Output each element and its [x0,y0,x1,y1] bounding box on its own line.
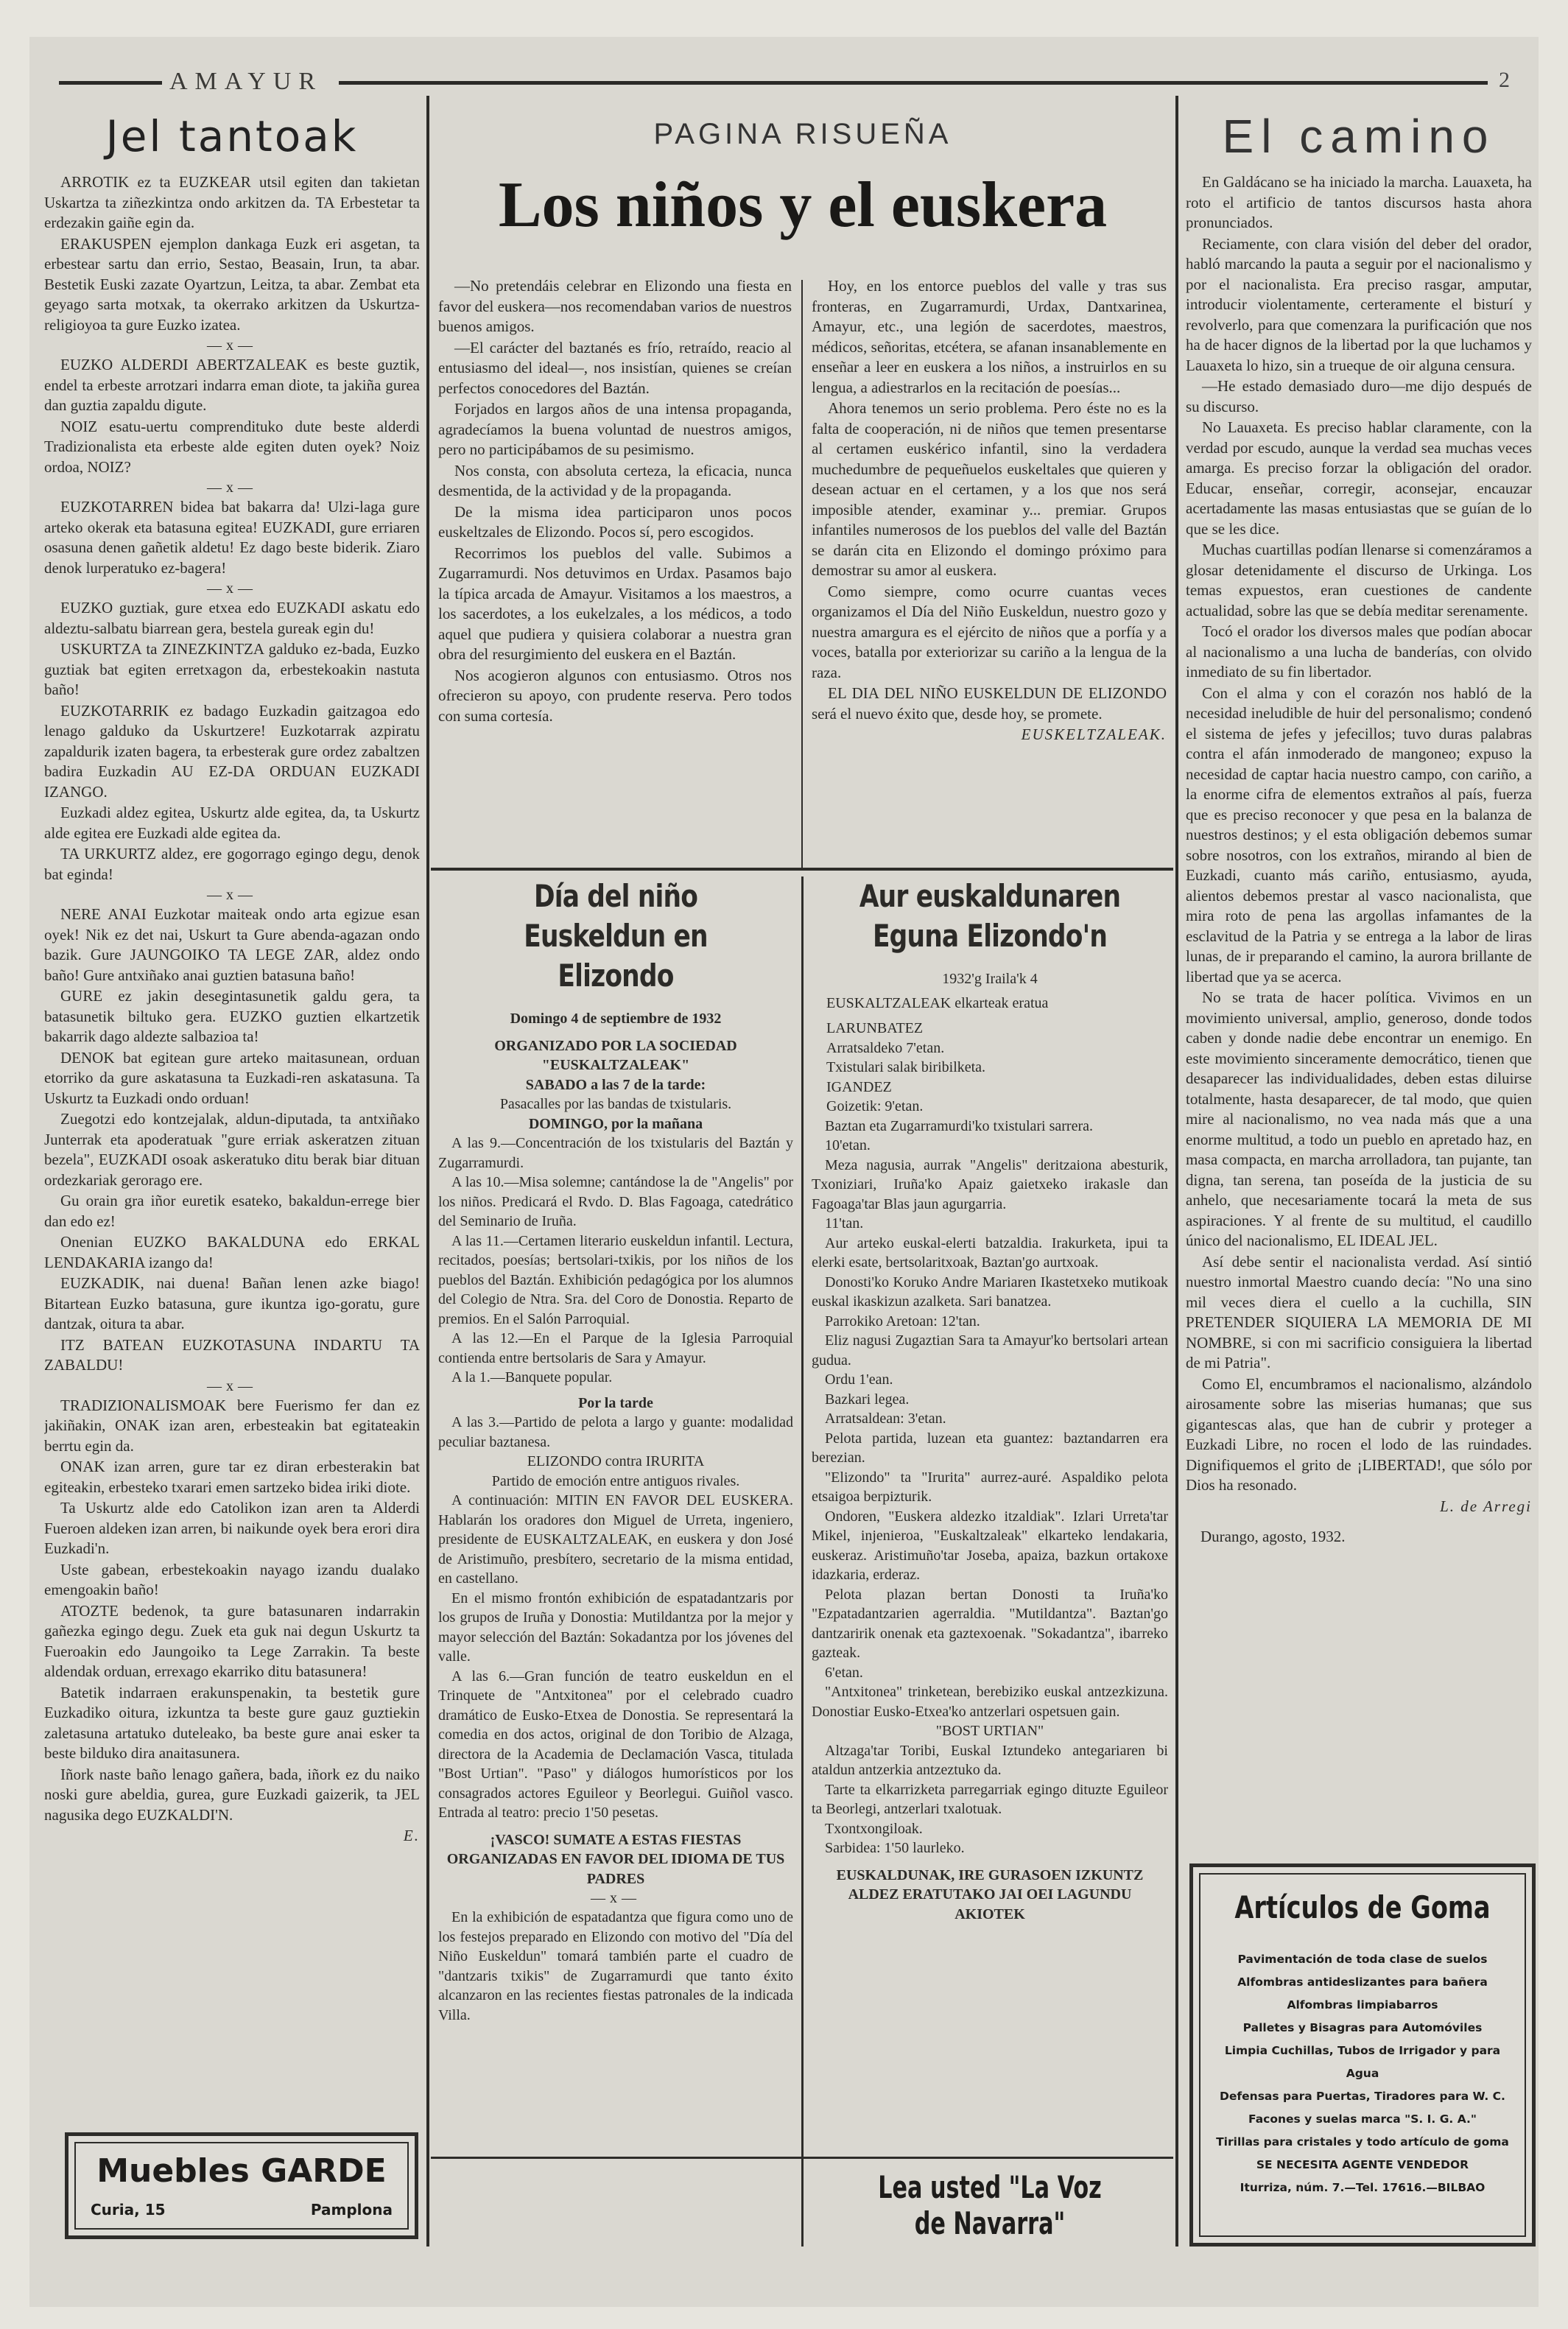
programme-item: ELIZONDO contra IRURITA [527,1453,705,1469]
programme-item: Pelota partida, luzean eta guantez: baztandarren era berezian. [812,1430,1168,1466]
article-paragraph: Nos acogieron algunos con entusiasmo. Otros nos ofrecieron su apoyo, con prudente reserva. Pero todos con suma cortesía. [438,666,792,725]
section-title: PAGINA RISUEÑA [653,118,952,150]
ad-goma-line: Palletes y Bisagras para Automóviles [1242,2021,1483,2034]
programme-eu-org: EUSKALTZALEAK elkarteak eratua [826,994,1049,1011]
programme-item: Partido de emoción entre antiguos rivales. [491,1472,740,1489]
article-paragraph: Recorrimos los pueblos del valle. Subimos a Zugarramurdi. Nos detuvimos en Urdax. Pasamos bajo la típica arcada de Amayur. Visitamos a los maestros, a los sacerdotes, a los eukelzales, a los médicos, a todo aquel que pudiera y quisiera colaborar a nuestra gran obra del resurgimiento del euskera en el Baztán. [438,544,792,663]
article-paragraph: —No pretendáis celebrar en Elizondo una fiesta en favor del euskera—nos recomendaban varios de nuestros buenos amigos. [438,277,792,335]
newspaper-page [29,37,1539,2307]
left-paragraph: Iñork naste baño lenago gañera, bada, iñork ez du naiko noski gure abeldia, gurea, gure Euzkadi gaizerik, ta JEL nagusika dego EUZKALDI'N. [44,1765,420,1824]
right-paragraph: Con el alma y con el corazón nos habló de la necesidad ineludible de huir del personalismo; condenó el sistema de jefes y jefecillos; tuvo duras palabras contra el afán inmoderado de mangoneo; expuso la necesidad de captar hacia nuestro campo, con cariño, a la enorme cifra de elementos extraños al país, fuerza que es preciso reconocer y que pesa en la balanza de nuestros destinos; y el esta obligación debemos sumar sobre nosotros, con los extraños, mirando al bien de Euzkadi, cuanto más cariño, entusiasmo, ayuda, alientos debemos prestar al vasco nacionalista, que mira roto de pena las argollas infamantes de la esclavitud de la Patria y se entrega a la labor de liras lunas, de ir preparando el camino, la aurora brillante de libertad que ya se acerca. [1186,684,1532,986]
ad-goma-lines [1214,1948,1511,2199]
ad-goma-line: SE NECESITA AGENTE VENDEDOR [1256,2158,1469,2171]
page-number: 2 [1499,68,1510,92]
right-paragraph: Tocó el orador los diversos males que podían abocar al nacionalismo a una lucha de banderías, con olvido inmediato de su fin libertador. [1186,622,1532,681]
right-paragraph: Así debe sentir el nacionalista verdad. Así sintió nuestro inmortal Maestro cuando decía: "No una sino mil veces diera el cuello a la cuchilla, SIN PRETENDER SIQUIERA LA MEMORIA DE MI NOMBRE, si con mi sacrificio consiguiera la libertad de mi Patria". [1186,1252,1532,1371]
programme-eu-closing: EUSKALDUNAK, IRE GURASOEN IZKUNTZ ALDEZ ERATUTAKO JAI OEI LAGUNDU AKIOTEK [836,1866,1144,1922]
center-header [435,110,1171,276]
left-signature: E. [403,1827,420,1844]
right-paragraph: En Galdácano se ha iniciado la marcha. Lauaxeta, ha roto el artificio de tantos discursos hasta ahora pronunciados. [1186,173,1532,231]
right-paragraph: No Lauaxeta. Es preciso hablar claramente, con la verdad por escudo, aunque la verdad sea muchas veces amarga. Es preciso forzar la obligación del orador. Educar, enseñar, corregir, aconsejar, encauzar acertadamente las masas entusiastas que se guían de lo que se les dice. [1186,418,1532,538]
right-signature: L. de Arregi [1440,1497,1532,1515]
left-paragraph: ARROTIK ez ta EUZKEAR utsil egiten dan takietan Uskartza ta ziñezkintza ondo arkitzen da. TA Erbestetar ta erdezakin gaiñe egin da. [44,173,420,231]
programme-eu-date: 1932'g Iraila'k 4 [942,971,1038,987]
programme-item: Txontxongiloak. [825,1820,923,1837]
center-hrule-bottom [431,2157,1173,2159]
left-paragraph: Batetik indarraen erakunspenakin, ta bestetik gure Euzkadiko oitura, izkuntza ta beste gure gauz guztiekin zaletasuna artatuko duteleako, ba beste gure anai esker ta beste bilduko dira anaitasunera. [44,1683,420,1762]
ad-goma-line: Defensas para Puertas, Tiradores para W. C. [1220,2090,1505,2103]
left-paragraph: EUZKO ALDERDI ABERTZALEAK es beste guztik, endel ta erbeste arrotzari indarra eman diote, ta jakiña gurea dan guztia zapaldu digute. [44,356,420,414]
left-paragraph: Ta Uskurtz alde edo Catolikon izan aren ta Alderdi Fueroen aldeken izan arren, bi naikunde oyek bera erori dira Euzkadi'n. [44,1499,420,1557]
left-paragraph: Gu orain gra iñor euretik esateko, bakaldun-errege bier dan edo ez! [44,1192,420,1230]
column-divider-right [1175,96,1178,2247]
programme-es-sunday: DOMINGO, por la mañana [528,1115,703,1132]
main-headline: Los niños y el euskera [498,169,1108,241]
right-column [1186,110,1532,1782]
left-column [44,110,420,2254]
separator: —x— [207,1377,257,1394]
programme-item: Ondoren, "Euskera aldezko itzaldiak". Izlari Urreta'tar Mikel, injenieroa, "Euskaltzaleak" elkarteko lendakaria, euskeraz. Aristimuño'tar Joseba, apaiza, bazkun ortakoxe idazkaria, erderaz. [812,1508,1168,1583]
programme-item: Sarbidea: 1'50 laurleko. [825,1840,965,1856]
separator: —x— [207,337,257,354]
column-divider-left [426,96,429,2247]
left-paragraph: Zuegotzi edo kontzejalak, aldun-diputada, ta antxiñako Junterrak eta apoderatuak "gure erriak askeratzen zituan bezela", EUZKADI osoak askeratuko ditu berak biar dituan ordezkariak gerorago ere. [44,1110,420,1189]
programme-item: A la 1.—Banquete popular. [451,1369,613,1385]
programme-spanish [438,877,793,2154]
left-paragraph: EUZKOTARRIK ez badago Euzkadin gaitzagoa edo lenago galduko da Uskurtzere! Euzkotarrak azpiratu zapaldurik izaten bagera, ta erbesterak gure ordez zabaltzen badira Euzkadin AU EZ-DA ORDUAN EUZKADI IZANGO. [44,701,420,801]
header-rule-right [339,81,1488,85]
ad-garde-address: Curia, 15 [91,2201,166,2219]
header-rule-left [59,81,162,85]
article-paragraph: —El carácter del baztanés es frío, retraído, reacio al entusiasmo del ideal—, nos insistían, quienes se creían perfectos conocedores del Baztán. [438,338,792,397]
programme-eu-saturday: LARUNBATEZ [826,1020,924,1036]
center-divider-bottom [801,877,804,2247]
programme-item: "Elizondo" ta "Irurita" aurrez-auré. Aspaldiko pelota etsaigoa berpizturik. [812,1469,1168,1505]
programme-es-saturday-text: Pasacalles por las bandas de txistularis. [499,1096,732,1112]
separator: —x— [591,1890,641,1906]
center-article-col2 [812,276,1167,865]
programme-item: Parrokiko Aretoan: 12'tan. [825,1313,980,1329]
programme-eu-sunday-time: Goizetik: 9'etan. [826,1098,924,1114]
left-paragraph: NOIZ esatu-uertu comprendituko dute beste alderdi Tradizionalista eta erbeste alde egiten duten oyek? Noiz ordoa, NOIZ? [44,417,420,476]
programme-eu-sunday: IGANDEZ [826,1078,892,1095]
programme-item: 10'etan. [825,1137,871,1153]
programme-item: 11'tan. [825,1215,864,1232]
programme-item: Pelota plazan bertan Donosti ta Iruña'ko "Ezpatadantzarien agerraldia. "Mutildantza". Baztan'go dantzaririk onenak eta gaztexoenak. "Sokadantza", ibarreko gazteak. [812,1586,1168,1661]
right-paragraph: —He estado demasiado duro—me dijo después de su discurso. [1186,377,1532,415]
programme-item: A las 9.—Concentración de los txistularis del Baztán y Zugarramurdi. [438,1135,793,1171]
programme-item: Eliz nagusi Zugaztian Sara ta Amayur'ko bertsolari artean gudua. [812,1332,1168,1369]
programme-item: A las 6.—Gran función de teatro euskeldun en el Trinquete de "Antxitonea" por el celebrado cuadro dramático de Eusko-Etxea de Donostia. Se representará la comedia en dos actos, original de don Toribio de Alzaga, directora de la Academia de Declamación Vasca, titulada "Bost Urtian". "Paso" y diálogos humorísticos por los consagrados actores Eguileor y Beorlegui. Guiñol vasco. Entrada al teatro: precio 1'50 pesetas. [438,1668,793,1821]
right-body [1186,172,1532,1548]
left-paragraph: EUZKADIK, nai duena! Bañan lenen azke biago! Bitartean Euzko batasuna, gure ikuntza igo-goratu, gure dantzak, oitura ta abar. [44,1274,420,1332]
ad-garde-name: Muebles GARDE [96,2152,387,2190]
ad-goma-title: Artículos de Goma [1234,1889,1491,1925]
separator: —x— [207,887,257,903]
ad-muebles-garde [65,2132,418,2239]
left-paragraph: USKURTZA ta ZINEZKINTZA galduko ez-bada, Euzko guztiak bat egiten erretxagon da, erbestekoakin nastuta baño! [44,640,420,698]
ad-goma-line: Limpia Cuchillas, Tubos de Irrigador y para Agua [1224,2044,1501,2080]
left-paragraph: Onenian EUZKO BAKALDUNA edo ERKAL LENDAKARIA izango da! [44,1233,420,1271]
left-paragraph: NERE ANAI Euzkotar maiteak ondo arta egizue esan oyek! Nik ez det nai, Uskurt ta Gure abenda-agazan ondo bazik. Gure JAUNGOIKO TA LEGE ZAR, aldez ondo baño! Gure antxiñako anai guztien batasuna baño! [44,905,420,984]
programme-item: Aur arteko euskal-elerti batzaldia. Irakurketa, ipui ta elerki esate, bertsolaritxoak, Baztan'go aurtxoak. [812,1234,1168,1271]
left-paragraph: DENOK bat egitean gure arteko maitasunean, orduan etorriko da gure askatasuna ta Euzkadi-ren askatasuna. Ta Uskurtz ta Euzkadi ondo orduan! [44,1048,420,1107]
left-paragraph: ITZ BATEAN EUZKOTASUNA INDARTU TA ZABALDU! [44,1335,420,1374]
left-paragraph: GURE ez jakin desegintasunetik galdu gera, ta batasunetik biltuko gera. EUZKO guztien elkartzetik bakarrik dago aldezte salbazioa ta! [44,987,420,1045]
programme-es-note: En la exhibición de espatadantza que figura como uno de los festejos preparado en Elizondo con motivo del "Día del Niño Euskeldun" tomará también parte el cuadro de "dantzaris txikis" de Zugarramurdi que tanto éxito alcanzaron en las recientes fiestas patronales de la indicada Villa. [438,1909,793,2023]
ad-garde-city: Pamplona [310,2201,393,2219]
article-paragraph: De la misma idea participaron unos pocos euskeltzales de Elizondo. Pocos sí, pero escogidos. [438,502,792,541]
center-article-col1 [438,276,792,865]
programme-item: Ordu 1'ean. [825,1371,893,1388]
article-paragraph: Como siempre, como ocurre cuantas veces organizamos el Día del Niño Euskeldun, nuestro gozo y nuestra amargura es el ejército de niños que a porfía y a voces, batalla por exteriorizar su cariño a la lengua de la raza. [812,582,1167,681]
separator: —x— [207,580,257,597]
programme-item: Tarte ta elkarrizketa parregarriak egingo dituzte Eguileor ta Beorlegi, antzerlari txalotuak. [812,1781,1168,1817]
programme-item: Altzaga'tar Toribi, Euskal Iztundeko antegariaren bi ataldun antzerkia antzeztuko da. [812,1742,1168,1778]
article-paragraph: Forjados en largos años de una intensa propaganda, agradecíamos la buena voluntad de nuestros amigos, pero no participábamos de su pesimismo. [438,400,792,458]
ad-goma-line: Pavimentación de toda clase de suelos [1237,1953,1488,1966]
programme-item: A las 12.—En el Parque de la Iglesia Parroquial contienda entre bertsolaris de Sara y Amayur. [438,1330,793,1366]
programme-item: "Antxitonea" trinketean, berebiziko euskal antzezkizuna. Donostiar Eusko-Etxea'ko antzerlari ospetsuen gain. [812,1684,1168,1720]
left-paragraph: Uste gabean, erbestekoakin nayago izandu dualako emengoakin baño! [44,1560,420,1598]
right-title: El camino [1222,110,1496,163]
article-paragraph: Ahora tenemos un serio problema. Pero éste no es la falta de cooperación, ni de niños que temen presentarse al certamen euskérico infantil, sino la verdadera muchedumbre de pequeñuelos euskeltales que quieren y desean actuar en el certamen, y a los que nos será imposible atender, examinar y... premiar. Grupos infantiles numerosos de los pueblos del valle del Baztán se darán cita en Elizondo el domingo próximo para demostrar su amor al euskera. [812,399,1167,579]
article-paragraph: Nos consta, con absoluta certeza, la eficacia, nunca desmentida, de la actividad y de la propaganda. [438,461,792,499]
programme-es-closing: ¡VASCO! SUMATE A ESTAS FIESTAS ORGANIZADAS EN FAVOR DEL IDIOMA DE TUS PADRES [446,1831,785,1887]
programme-item: 6'etan. [825,1664,863,1681]
ad-goma-line: Alfombras limpiabarros [1287,1998,1438,2012]
programme-item: A las 10.—Misa solemne; cantándose la de "Angelis" por los niños. Predicará el Rvdo. D. Blas Fagoaga, catedrático del Seminario de Iruña. [438,1174,793,1229]
ad-goma-line: Iturriza, núm. 7.—Tel. 17616.—BILBAO [1240,2181,1486,2194]
left-paragraph: ATOZTE bedenok, ta gure batasunaren indarrakin gañezka egingo degu. Zuek eta guk nai degun Uskurtz ta Fueroakin edo Jaungoiko ta Lege Zarrakin. Ta beste aldendak orduan, errexago ekarriko ditu batasunera! [44,1601,420,1680]
programme-item: En el mismo frontón exhibición de espatadantzaris por los grupos de Iruña y Donostia: Mutildantza por la mejor y mayor selección del Baztán: Sokadantza por los jóvenes del valle. [438,1589,793,1665]
programme-eu-saturday-time: Arratsaldeko 7'etan. [826,1039,945,1056]
programme-item: A las 3.—Partido de pelota a largo y guante: modalidad peculiar baztanesa. [438,1414,793,1450]
article-paragraph: EL DIA DEL NIÑO EUSKELDUN DE ELIZONDO será el nuevo éxito que, desde hoy, se promete. [812,684,1167,723]
ad-articulos-de-goma [1189,1863,1536,2247]
ad-goma-line: Facones y suelas marca "S. I. G. A." [1248,2112,1477,2126]
left-paragraph: EUZKOTARREN bidea bat bakarra da! Ulzi-laga gure arteko okerak eta batasuna egitea! EUZKADI, gure erriaren osasuna denen gañetik aldetu! Ez dago beste biderik. Ziaro denok lurperatuko ez-bagera! [44,498,420,577]
right-dateline: Durango, agosto, 1932. [1200,1528,1346,1545]
ad-la-voz-de-navarra: Lea usted "La Voz de Navarra" [878,2169,1102,2241]
right-paragraph: Reciamente, con clara visión del deber del orador, habló marcando la pauta a seguir por el nacionalismo y por el nacionalista. Era preciso rasgar, amputar, introducir violentamente, certeramente el bisturí y revolverlo, para que comenzara la purificación que nos ha de hacer dignos de la libertad por la que luchamos y Lauaxeta lo hizo, sin a trueque de oir alguna censura. [1186,234,1532,374]
center-hrule-top [431,868,1173,871]
ad-goma-line: Alfombras antideslizantes para bañera [1237,1975,1488,1989]
right-paragraph: Como El, encumbramos el nacionalismo, alzándolo airosamente sobre las miserias humanas; que sus gigantescas alas, que han de cubrir y proteger a Euzkadi Libre, no rocen el lodo de las ruindades. Dignifiquemos el grito de ¡LIBERTAD!, que sólo por Dios ha resonado. [1186,1374,1532,1494]
programme-item: Bazkari legea. [825,1391,910,1408]
programme-es-org: ORGANIZADO POR LA SOCIEDAD "EUSKALTZALEAK" [494,1037,737,1073]
right-paragraph: No se trata de hacer política. Vivimos en un movimiento universal, amplio, generoso, donde todos caben y donde nadie debe encontrar un enemigo. En este movimiento sinceramente democrático, tienen que desaparecer las individualidades, deben estas diluirse totalmente, hasta desaparecer, de tal modo, que quien mire al nacionalismo, no vea nada más que a una enorme multitud, a todo un pueblo en apretado haz, en masa compacta, en marcha arrolladora, tan pujante, tan digna, tan serena, tan poseída de la justicia de su anhelo, que necesariamente tocará la meta de sus aspiraciones. Y al frente de su multitud, el caudillo único del nacionalismo, EL IDEAL JEL. [1186,988,1532,1249]
programme-es-saturday: SABADO a las 7 de la tarde: [525,1076,706,1093]
left-paragraph: EUZKO guztiak, gure etxea edo EUZKADI askatu edo aldeztu-salbatu biarrean gera, bestela gureak egin du! [44,599,420,637]
left-paragraph: TRADIZIONALISMOAK bere Fuerismo fer dan ez jakiñakin, ONAK izan aren, erbesteakin bat egitateakin berrtu egin da. [44,1396,420,1455]
center-divider-top [801,280,803,869]
left-paragraph: Euzkadi aldez egitea, Uskurtz alde egitea, da, ta Uskurtz alde egitea ere Euzkadi alde egitea da. [44,804,420,842]
left-paragraph: ONAK izan arren, gure tar ez diran erbesterakin bat egiteakin, erbesteko txarari emen sartzeko bidea iriki diote. [44,1458,420,1496]
programme-eu-saturday-text: Txistulari salak biribilketa. [826,1059,986,1075]
programme-item: A las 11.—Certamen literario euskeldun infantil. Lectura, recitados, poesías; bertsolari-txikis, por los niños de los pueblos del Baztán. Exhibición pedagógica por los alumnos del Colegio de Ntra. Sra. del Coro de Donostia. Reparto de premios. En el Salón Parroquial. [438,1232,793,1327]
programme-item: Arratsaldean: 3'etan. [825,1411,946,1427]
right-paragraph: Muchas cuartillas podían llenarse si comenzáramos a glosar detenidamente el discurso de Urkinga. Los temas expuestos, eran cuestiones de candente actualidad, sobre las que se debía meditar serenamente. [1186,541,1532,619]
programme-es-date: Domingo 4 de septiembre de 1932 [510,1011,722,1027]
left-title: Jel tantoak [105,111,359,161]
article-paragraph: Hoy, en los entorce pueblos del valle y tras sus fronteras, en Zugarramurdi, Urdax, Dantxarinea, Amayur, etc., una legión de sacerdotes, maestros, médicos, señoritas, etcétera, se afanan insanablemente en enseñar a leer en euskera a los niños, a instruirlos en su lengua, a adiestrarlos en la recitación de poesías... [812,277,1167,396]
paper-name: AMAYUR [169,68,323,95]
left-paragraph: TA URKURTZ aldez, ere gogorrago egingo degu, denok bat eginda! [44,845,420,883]
ad-goma-line: Tirillas para cristales y todo artículo de goma [1216,2135,1509,2149]
left-paragraph: ERAKUSPEN ejemplon dankaga Euzk eri asgetan, ta erbestear sartu dan errio, Sestao, Beasain, Irun, ta abar. Bestetik Euski zazate Oyartzun, Leitza, ta abar. Zembat eta geyago sarta motxak, ta okerrako arkitzen da Uskurtza-religioyoa ta gure Euzko izatea. [44,234,420,334]
left-body [44,172,420,1847]
programme-item: A continuación: MITIN EN FAVOR DEL EUSKERA. Hablarán los oradores don Miguel de Urreta, ingeniero, presidente de EUSKALTZALEAK, en euskera y don José de Aristimuño, presbítero, secretario de la misma entidad, en castellano. [438,1492,793,1587]
separator: —x— [207,480,257,496]
programme-item: Meza nagusia, aurrak "Angelis" deritzaiona abesturik, Txoniziari, Iruña'ko Apaiz gaietxeko irakasle dan Fagoaga'tar Blas jaun agurgarria. [812,1156,1168,1212]
article-signature: EUSKELTZALEAK. [1021,726,1167,743]
programme-es-title: Día del niño Euskeldun en Elizondo [524,878,708,994]
programme-item: Baztan eta Zugarramurdi'ko txistulari sarrera. [825,1117,1094,1134]
programme-item: "BOST URTIAN" [935,1723,1044,1739]
programme-eu-title: Aur euskaldunaren Eguna Elizondo'n [859,878,1121,954]
programme-item: Donosti'ko Koruko Andre Mariaren Ikastetxeko mutikoak euskal ikaskizun azalketa. Sari banatzea. [812,1274,1168,1310]
programme-es-afternoon: Por la tarde [578,1394,653,1411]
running-header [59,68,1510,97]
programme-basque [812,877,1168,2154]
